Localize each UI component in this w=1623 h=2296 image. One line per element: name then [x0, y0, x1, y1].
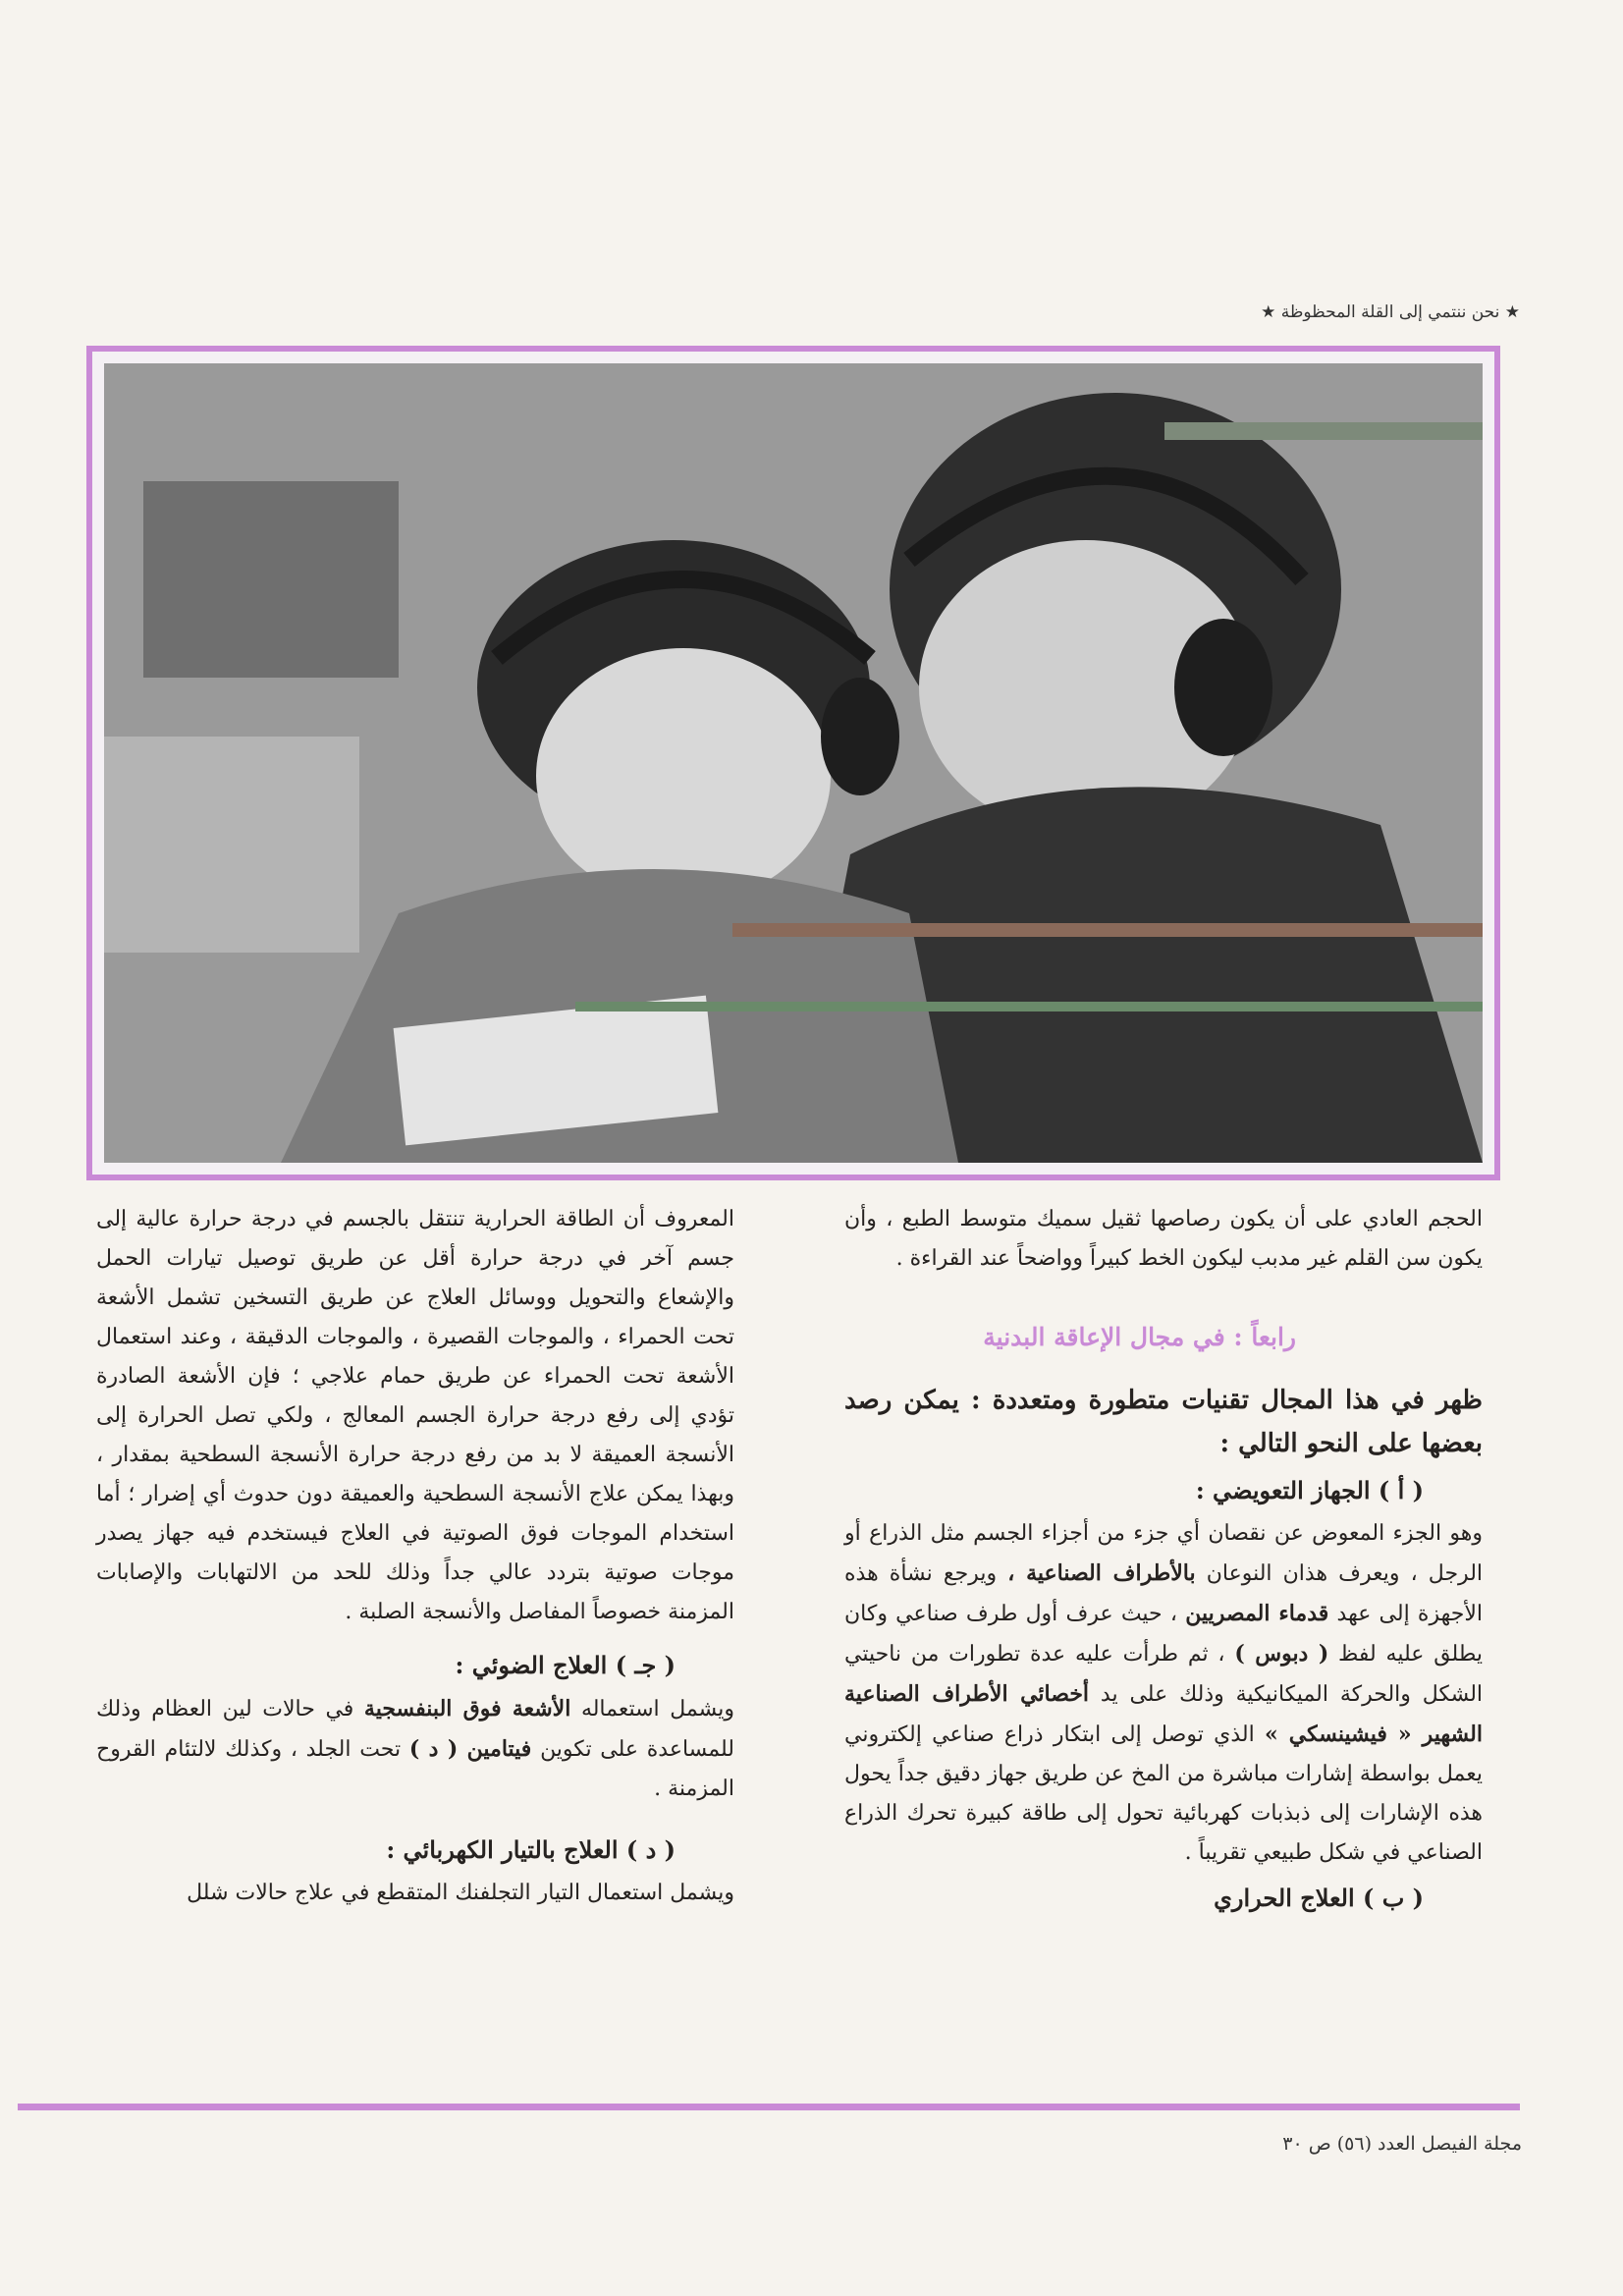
text-span: وهو الجزء المعوض عن نقصان أي جزء من أجزاء الجسم مثل الذراع أو الرجل ، ويعرف هذان النوعان	[844, 1521, 1484, 1586]
bold-span: أخصائي الأطراف الصناعية الشهير « فيشينسكي »	[844, 1681, 1483, 1747]
paragraph-c	[96, 1689, 734, 1809]
running-header: ★ نحن ننتمي إلى القلة المحظوظة ★	[1261, 302, 1520, 322]
bold-span: الأشعة فوق البنفسجية	[363, 1696, 571, 1722]
left-column	[96, 1200, 734, 1913]
bold-span: قدماء المصريين	[1185, 1601, 1329, 1626]
text-span: الذي توصل إلى ابتكار ذراع صناعي إلكتروني يعمل بواسطة إشارات مباشرة من المخ عن طريق جهاز دقيق جداً يحول هذه الإشارات إلى ذبذبات كهربائية تحول إلى طاقة كبيرة تحرك الذراع الصناعي في شكل طبيعي تقريباً .	[844, 1722, 1483, 1865]
subheading-a: ( أ ) الجهاز التعويضي :	[1195, 1476, 1424, 1504]
paragraph-d: ويشمل استعمال التيار التجلفنك المتقطع في علاج حالات شلل	[187, 1881, 734, 1905]
text-span: ، ثم طرأت عليه عدة تطورات من ناحيتي الشكل والحركة الميكانيكية وذلك على يد	[844, 1642, 1484, 1707]
bold-span: فيتامين ( د )	[408, 1736, 532, 1762]
paragraph: الحجم العادي على أن يكون رصاصها ثقيل سميك متوسط الطبع ، وأن يكون سن القلم غير مدبب ليكون الخط كبيراً وواضحاً عند القراءة .	[844, 1207, 1483, 1271]
paragraph: المعروف أن الطاقة الحرارية تنتقل بالجسم في درجة حرارة عالية إلى جسم آخر في درجة حرارة أقل عن طريق توصيل تيارات الحمل والإشعاع والتحويل ووسائل العلاج عن طريق التسخين تشمل الأشعة تحت الحمراء ، والموجات القصيرة ، والموجات الدقيقة ، وعند استعمال الأشعة تحت الحمراء عن طريق حمام علاجي ؛ فإن الأشعة الصادرة تؤدي إلى رفع درجة حرارة الجسم المعالج ، ولكي تصل الحرارة إلى الأنسجة العميقة لا بد من رفع درجة حرارة الأنسجة السطحية بمقدار ، وبهذا يمكن علاج الأنسجة السطحية والعميقة دون حدوث أي إضرار ؛ أما استخدام الموجات فوق الصوتية في العلاج فيستخدم فيه جهاز يصدر موجات صوتية بتردد عالي جداً وذلك للحد من الالتهابات والإصابات المزمنة خصوصاً المفاصل والأنسجة الصلبة .	[96, 1207, 734, 1624]
footer-rule	[18, 2104, 1520, 2110]
section-intro: ظهر في هذا المجال تقنيات متطورة ومتعددة : يمكن رصد بعضها على النحو التالي :	[844, 1386, 1483, 1458]
text-span: ويشمل استعماله	[580, 1697, 734, 1722]
section-title: رابعاً : في مجال الإعاقة البدنية	[983, 1323, 1296, 1351]
photo-illustration	[104, 363, 1483, 1163]
text-span: ويرجع نشأة هذه الأجهزة إلى عهد	[844, 1561, 1483, 1626]
subheading-b: ( ب ) العلاج الحراري	[1214, 1884, 1424, 1912]
subheading-c: ( جـ ) العلاج الضوئي :	[455, 1651, 676, 1679]
text-span: ، حيث عرف أول طرف صناعي وكان يطلق عليه لفظ	[844, 1602, 1484, 1667]
page-footer: مجلة الفيصل العدد (٥٦) ص ٣٠	[1282, 2133, 1522, 2155]
paragraph-a	[844, 1514, 1483, 1873]
text-span: تحت الجلد ، وكذلك لالتئام القروح المزمنة .	[96, 1737, 734, 1801]
right-column	[844, 1200, 1483, 1922]
bold-span: ( دبوس )	[1234, 1641, 1329, 1667]
photo-two-boys-with-headphones	[104, 363, 1483, 1163]
photo-frame	[86, 346, 1500, 1180]
subheading-d: ( د ) العلاج بالتيار الكهربائي :	[386, 1835, 676, 1864]
text-span: في حالات لين العظام وذلك للمساعدة على تكوين	[96, 1697, 734, 1762]
bold-span: بالأطراف الصناعية ،	[1007, 1560, 1196, 1586]
